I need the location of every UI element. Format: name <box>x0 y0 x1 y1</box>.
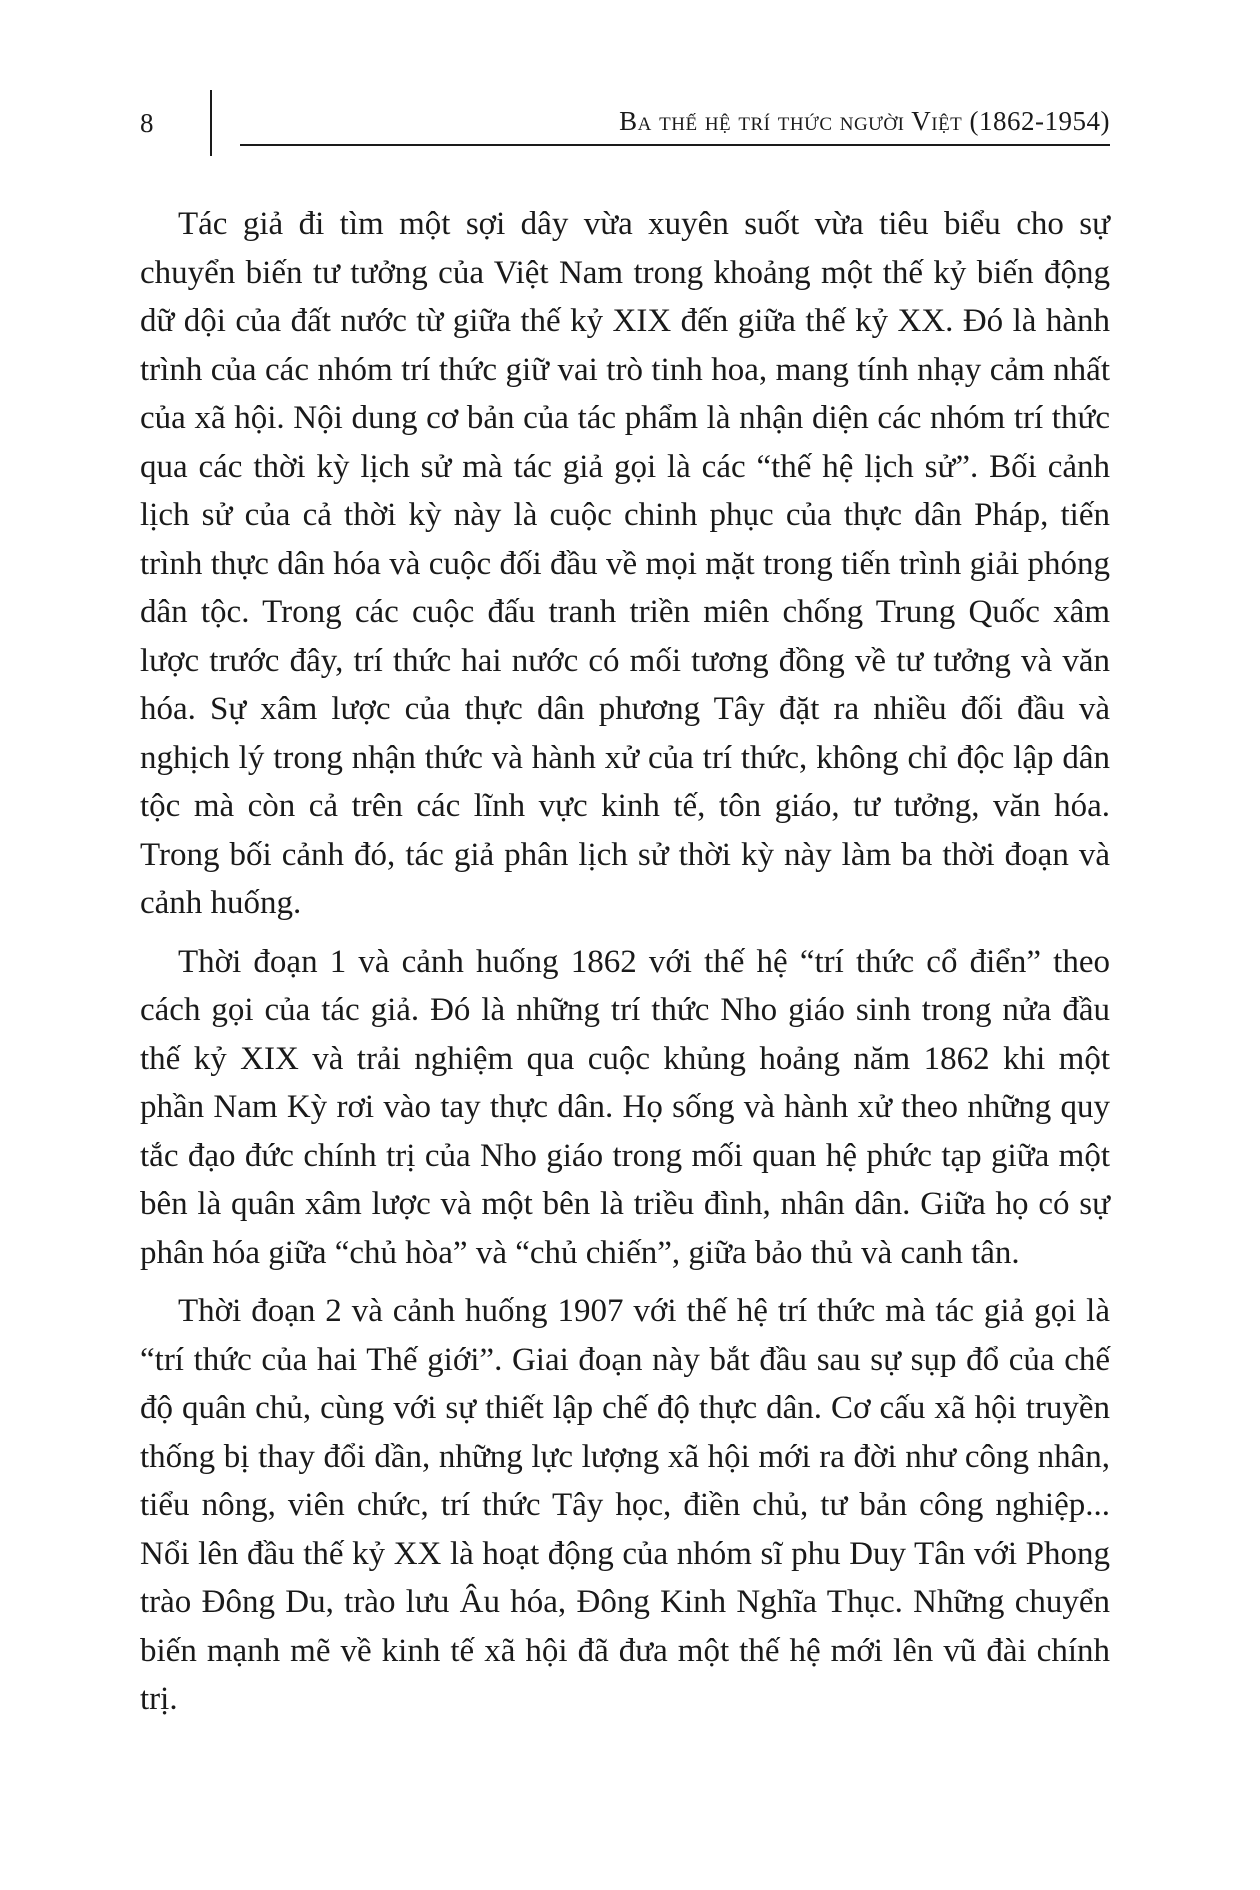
running-title: Ba thế hệ trí thức người Việt (1862-1954) <box>619 106 1110 136</box>
paragraph-3: Thời đoạn 2 và cảnh huống 1907 với thế hệ trí thức mà tác giả gọi là “trí thức của hai Thế giới”. Giai đoạn này bắt đầu sau sự sụp đổ của chế độ quân chủ, cùng với sự thiết lập chế độ thực dân. Cơ cấu xã hội truyền thống bị thay đổi dần, những lực lượng xã hội mới ra đời như công nhân, tiểu nông, viên chức, trí thức Tây học, điền chủ, tư bản công nghiệp... Nổi lên đầu thế kỷ XX là hoạt động của nhóm sĩ phu Duy Tân với Phong trào Đông Du, trào lưu Âu hóa, Đông Kinh Nghĩa Thục. Những chuyển biến mạnh mẽ về kinh tế xã hội đã đưa một thế hệ mới lên vũ đài chính trị. <box>140 1293 1110 1717</box>
header-vertical-divider <box>210 90 212 156</box>
paragraph-2: Thời đoạn 1 và cảnh huống 1862 với thế hệ “trí thức cổ điển” theo cách gọi của tác giả. Đó là những trí thức Nho giáo sinh trong nửa đầu thế kỷ XIX và trải nghiệm qua cuộc khủng hoảng năm 1862 khi một phần Nam Kỳ rơi vào tay thực dân. Họ sống và hành xử theo những quy tắc đạo đức chính trị của Nho giáo trong mối quan hệ phức tạp giữa một bên là quân xâm lược và một bên là triều đình, nhân dân. Giữa họ có sự phân hóa giữa “chủ hòa” và “chủ chiến”, giữa bảo thủ và canh tân. <box>140 943 1110 1271</box>
page-header <box>140 90 1110 160</box>
body-text <box>140 200 1110 1734</box>
page-number: 8 <box>140 108 154 138</box>
header-horizontal-rule <box>240 144 1110 146</box>
paragraph-1: Tác giả đi tìm một sợi dây vừa xuyên suốt vừa tiêu biểu cho sự chuyển biến tư tưởng của Việt Nam trong khoảng một thế kỷ biến động dữ dội của đất nước từ giữa thế kỷ XIX đến giữa thế kỷ XX. Đó là hành trình của các nhóm trí thức giữ vai trò tinh hoa, mang tính nhạy cảm nhất của xã hội. Nội dung cơ bản của tác phẩm là nhận diện các nhóm trí thức qua các thời kỳ lịch sử mà tác giả gọi là các “thế hệ lịch sử”. Bối cảnh lịch sử của cả thời kỳ này là cuộc chinh phục của thực dân Pháp, tiến trình thực dân hóa và cuộc đối đầu về mọi mặt trong tiến trình giải phóng dân tộc. Trong các cuộc đấu tranh triền miên chống Trung Quốc xâm lược trước đây, trí thức hai nước có mối tương đồng về tư tưởng và văn hóa. Sự xâm lược của thực dân phương Tây đặt ra nhiều đối đầu và nghịch lý trong nhận thức và hành xử của trí thức, không chỉ độc lập dân tộc mà còn cả trên các lĩnh vực kinh tế, tôn giáo, tư tưởng, văn hóa. Trong bối cảnh đó, tác giả phân lịch sử thời kỳ này làm ba thời đoạn và cảnh huống. <box>140 206 1110 921</box>
